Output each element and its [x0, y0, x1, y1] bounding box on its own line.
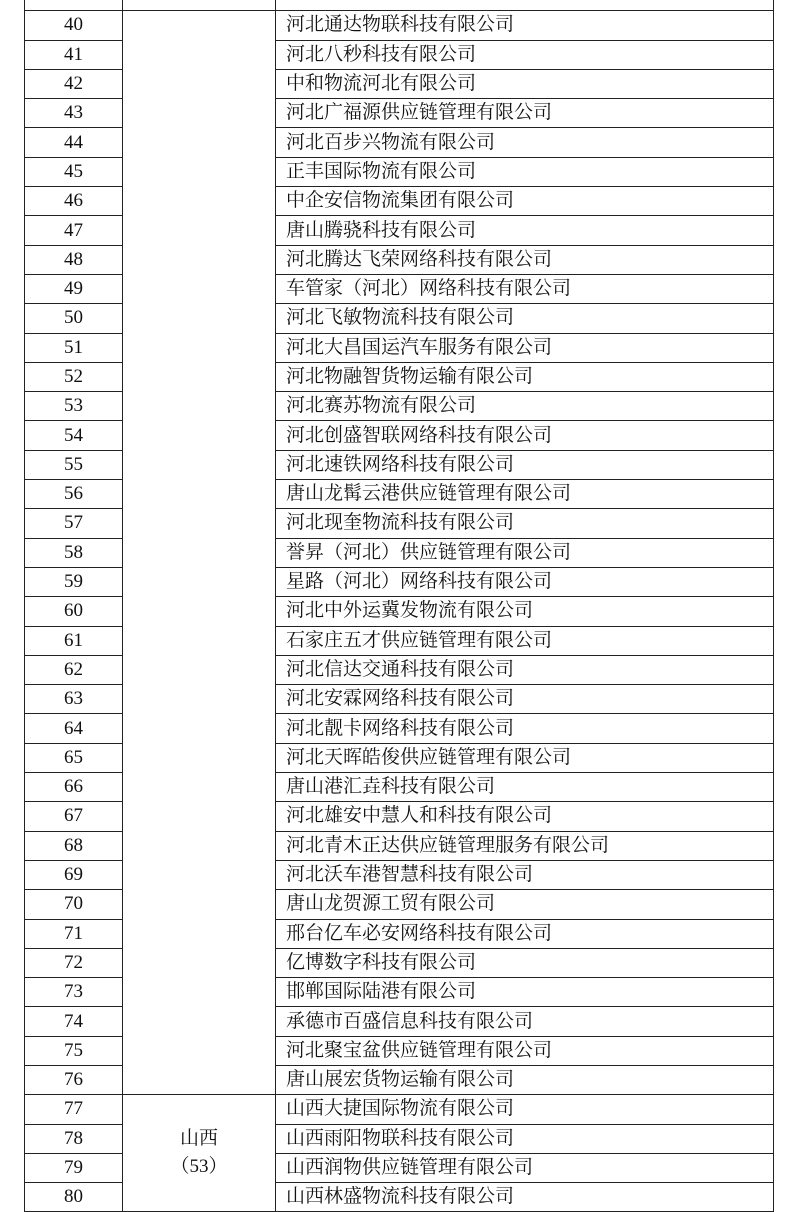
row-number: 61 [25, 626, 123, 655]
row-number: 43 [25, 99, 123, 128]
company-name: 河北青木正达供应链管理服务有限公司 [276, 831, 774, 860]
table-row [25, 11, 774, 40]
row-number: 50 [25, 304, 123, 333]
company-name: 正丰国际物流有限公司 [276, 157, 774, 186]
company-name: 邢台亿车必安网络科技有限公司 [276, 919, 774, 948]
company-name: 河北天晖皓俊供应链管理有限公司 [276, 743, 774, 772]
row-number: 45 [25, 157, 123, 186]
row-number: 72 [25, 948, 123, 977]
company-name: 山西林盛物流科技有限公司 [276, 1183, 774, 1212]
company-name: 邯郸国际陆港有限公司 [276, 978, 774, 1007]
company-name: 河北靓卡网络科技有限公司 [276, 714, 774, 743]
row-number: 66 [25, 773, 123, 802]
row-number: 76 [25, 1065, 123, 1094]
company-name: 山西雨阳物联科技有限公司 [276, 1124, 774, 1153]
company-name: 河北雄安中慧人和科技有限公司 [276, 802, 774, 831]
row-number: 74 [25, 1007, 123, 1036]
company-name: 河北八秒科技有限公司 [276, 40, 774, 69]
company-name: 亿博数字科技有限公司 [276, 948, 774, 977]
company-name: 河北广福源供应链管理有限公司 [276, 99, 774, 128]
company-name: 唐山港汇垚科技有限公司 [276, 773, 774, 802]
row-number: 78 [25, 1124, 123, 1153]
row-number: 53 [25, 392, 123, 421]
table-row [25, 1095, 774, 1124]
company-name: 河北物融智货物运输有限公司 [276, 362, 774, 391]
company-name: 唐山龙贺源工贸有限公司 [276, 890, 774, 919]
row-number: 71 [25, 919, 123, 948]
row-number: 57 [25, 509, 123, 538]
row-number: 70 [25, 890, 123, 919]
province-count: （53） [170, 1156, 228, 1178]
row-number: 65 [25, 743, 123, 772]
company-name: 河北沃车港智慧科技有限公司 [276, 860, 774, 889]
company-name: 河北速铁网络科技有限公司 [276, 450, 774, 479]
row-number: 55 [25, 450, 123, 479]
company-name: 河北安霖网络科技有限公司 [276, 685, 774, 714]
company-name: 河北飞敏物流科技有限公司 [276, 304, 774, 333]
row-number: 77 [25, 1095, 123, 1124]
row-number: 68 [25, 831, 123, 860]
company-name: 河北现奎物流科技有限公司 [276, 509, 774, 538]
company-name: 星路（河北）网络科技有限公司 [276, 567, 774, 596]
company-name: 唐山腾骁科技有限公司 [276, 216, 774, 245]
province-name: 山西 [179, 1128, 218, 1150]
row-number: 41 [25, 40, 123, 69]
company-name: 河北百步兴物流有限公司 [276, 128, 774, 157]
table-body [25, 0, 774, 1212]
row-number: 59 [25, 567, 123, 596]
company-name: 河北赛苏物流有限公司 [276, 392, 774, 421]
row-number: 64 [25, 714, 123, 743]
company-name: 誉昇（河北）供应链管理有限公司 [276, 538, 774, 567]
row-number: 73 [25, 978, 123, 1007]
company-list-table [24, 0, 774, 1212]
company-name: 河北通达物联科技有限公司 [276, 11, 774, 40]
row-number: 40 [25, 11, 123, 40]
company-name: 河北大昌国运汽车服务有限公司 [276, 333, 774, 362]
table-row-top-partial [25, 0, 774, 11]
row-number: 54 [25, 421, 123, 450]
row-number: 75 [25, 1036, 123, 1065]
row-number: 58 [25, 538, 123, 567]
row-number: 80 [25, 1183, 123, 1212]
company-name: 中和物流河北有限公司 [276, 69, 774, 98]
province-cell [123, 1095, 276, 1212]
row-number: 44 [25, 128, 123, 157]
company-name: 河北信达交通科技有限公司 [276, 655, 774, 684]
row-number: 42 [25, 69, 123, 98]
row-number: 56 [25, 480, 123, 509]
row-number: 49 [25, 274, 123, 303]
row-number: 67 [25, 802, 123, 831]
company-name: 车管家（河北）网络科技有限公司 [276, 274, 774, 303]
row-number: 52 [25, 362, 123, 391]
company-name: 山西大捷国际物流有限公司 [276, 1095, 774, 1124]
row-number: 48 [25, 245, 123, 274]
province-cell [123, 11, 276, 1095]
company-name: 河北腾达飞荣网络科技有限公司 [276, 245, 774, 274]
company-name: 山西润物供应链管理有限公司 [276, 1153, 774, 1182]
row-number: 69 [25, 860, 123, 889]
row-number: 51 [25, 333, 123, 362]
row-number: 60 [25, 597, 123, 626]
company-name: 中企安信物流集团有限公司 [276, 187, 774, 216]
company-name: 唐山龙髯云港供应链管理有限公司 [276, 480, 774, 509]
row-number: 63 [25, 685, 123, 714]
company-name: 唐山展宏货物运输有限公司 [276, 1065, 774, 1094]
row-number: 46 [25, 187, 123, 216]
row-number: 62 [25, 655, 123, 684]
company-name: 河北中外运冀发物流有限公司 [276, 597, 774, 626]
company-name: 河北创盛智联网络科技有限公司 [276, 421, 774, 450]
row-number: 47 [25, 216, 123, 245]
company-name: 石家庄五才供应链管理有限公司 [276, 626, 774, 655]
company-name: 河北聚宝盆供应链管理有限公司 [276, 1036, 774, 1065]
row-number: 79 [25, 1153, 123, 1182]
company-name: 承德市百盛信息科技有限公司 [276, 1007, 774, 1036]
